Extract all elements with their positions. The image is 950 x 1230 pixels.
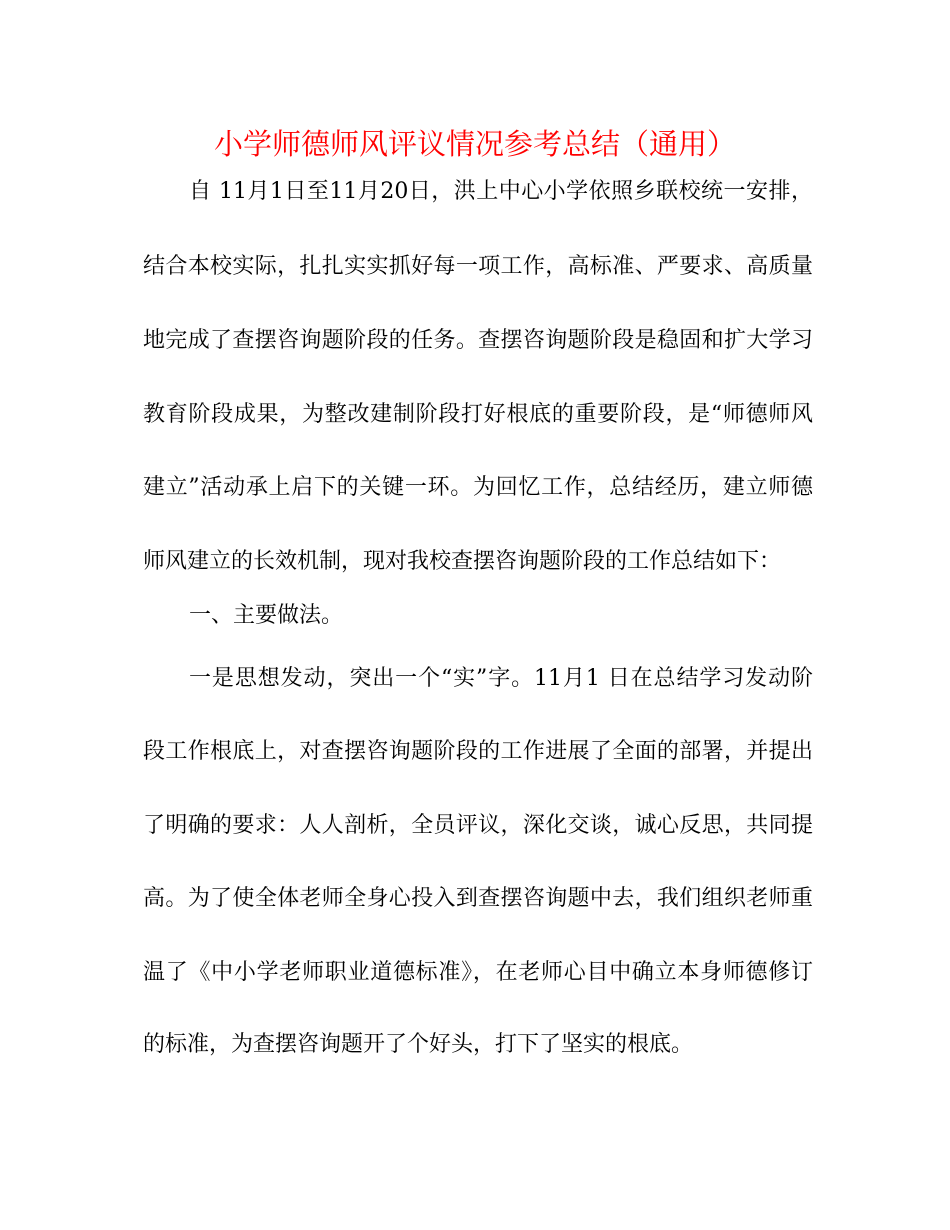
paragraph-line: 自 11月1日至11月20日，洪上中心小学依照乡联校统一安排， [189, 179, 813, 204]
paragraph-line: 师风建立的长效机制，现对我校查摆咨询题阶段的工作总结如下： [143, 549, 782, 574]
paragraph-line: 高。为了使全体老师全身心投入到查摆咨询题中去，我们组织老师重 [143, 886, 813, 911]
paragraph-line: 教育阶段成果，为整改建制阶段打好根底的重要阶段，是“师德师风 [143, 402, 813, 427]
paragraph-line: 结合本校实际，扎扎实实抓好每一项工作，高标准、严要求、高质量 [143, 254, 813, 279]
paragraph-line: 了明确的要求：人人剖析，全员评议，深化交谈，诚心反思，共同提 [143, 813, 813, 838]
section-heading: 一、主要做法。 [189, 603, 344, 628]
paragraph-line: 地完成了查摆咨询题阶段的任务。查摆咨询题阶段是稳固和扩大学习 [143, 328, 813, 353]
paragraph-line: 段工作根底上，对查摆咨询题阶段的工作进展了全面的部署，并提出 [143, 739, 813, 764]
paragraph-line: 建立”活动承上启下的关键一环。为回忆工作，总结经历，建立师德 [143, 475, 813, 500]
document-title: 小学师德师风评议情况参考总结（通用） [213, 127, 736, 161]
paragraph-line: 温了《中小学老师职业道德标准》，在老师心目中确立本身师德修订 [143, 960, 813, 985]
paragraph-line: 一是思想发动，突出一个“实”字。11月1 日在总结学习发动阶 [189, 666, 813, 691]
paragraph-line: 的标准，为查摆咨询题开了个好头，打下了坚实的根底。 [143, 1032, 694, 1057]
